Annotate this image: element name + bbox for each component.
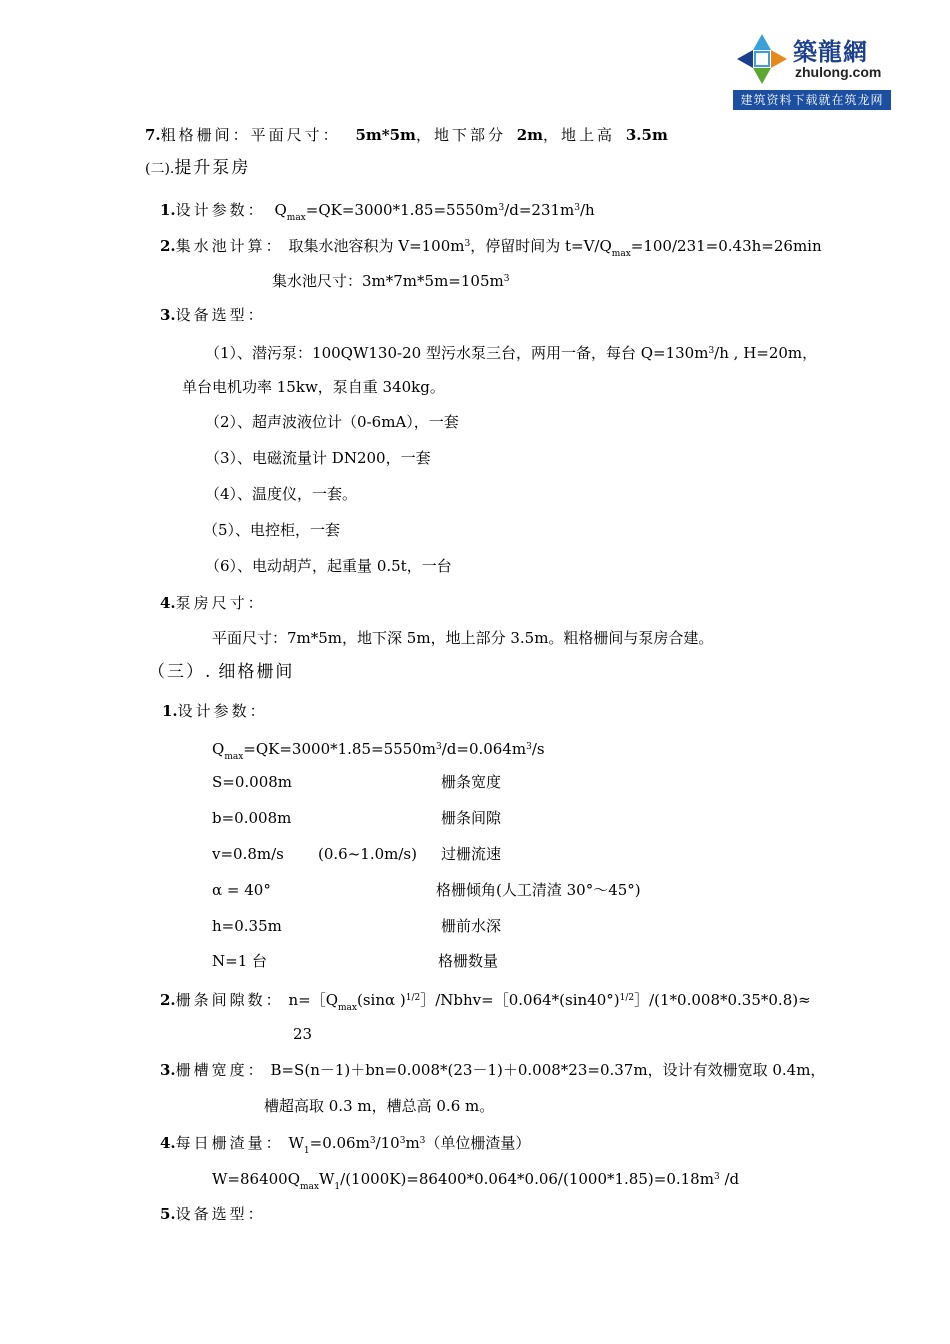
logo-name: 築龍網 [793,38,868,66]
item-7: 7.粗格栅间：平面尺寸： 5m*5m，地下部分 2m，地上高 3.5m [145,126,668,144]
s3-item-2: 2.栅条间隙数： $n=[Q_{max}(\sin\alpha$ )$^{1/2}]/Nbhv=[0.064*(\sin 40^\circ)^{1/2}]/(1*0.008*0.35*0.8)\approx$ [160,991,811,1013]
param-row-desc: 栅条宽度 [441,773,502,791]
logo-slogan: 建筑资料下载就在筑龙网 [733,90,891,110]
s2-item-4-body: 平面尺寸：7m*5m，地下深 5m，地上部分 3.5m。粗格栅间与泵房合建。 [212,629,714,647]
param-row-desc: 格栅倾角(人工清渣 30°～45°) [436,881,641,899]
param-row-desc: 格栅数量 [438,952,499,970]
param-row-value: v=0.8m/s [212,845,284,863]
equip-2: （2）、超声波液位计（0-6mA），一套 [205,413,459,431]
equip-1: （1）、潜污泵：100QW130-20 型污水泵三台，两用一备，每台 $Q=130m^3/h$ , H=20m， [205,344,818,362]
s3-item-3-cont: 槽超高取 0.3 m，槽总高 0.6 m。 [264,1097,495,1115]
param-row-range: (0.6~1.0m/s) [318,845,417,863]
param-row-value: S=0.008m [212,773,293,791]
zhulong-logo-mark-icon [735,32,789,86]
equip-6: （6）、电动胡芦，起重量 0.5t，一台 [205,557,452,575]
s2-item-3: 3.设备选型： [160,306,266,324]
s2-item-2-pool-size: 集水池尺寸：$3m*7m*5m=105m^3$ [272,272,510,290]
param-row-value: α = 40° [212,881,271,899]
s3-item-1: 1.设计参数： [162,702,268,720]
param-row-desc: 过栅流速 [441,845,502,863]
section-heading-2: (二).提升泵房 [145,158,251,178]
zhulong-logo [733,28,891,110]
section-heading-3: （三）. 细格栅间 [148,662,295,682]
param-row-value: N=1 台 [212,952,268,970]
equip-4: （4）、温度仪，一套。 [205,485,358,503]
s3-item-4: 4.每日栅渣量： $W_1=0.06m^3/10^3m^3$（单位栅渣量） [160,1134,531,1156]
s3-item-4-formula: $W=86400Q_{max}W_1/(1000K)=86400*0.064*0.06/(1000*1.85)=0.18m^3$ /d [212,1170,740,1192]
equip-3: （3）、电磁流量计 DN200，一套 [205,449,431,467]
param-row-desc: 栅前水深 [441,917,502,935]
s2-item-1: 1.设计参数： $Q_{max}=QK=3000*1.85=5550m^3/d=231m^3/h$ [160,201,595,223]
s3-item-5: 5.设备选型： [160,1205,266,1223]
param-row-desc: 栅条间隙 [441,809,502,827]
s2-item-4: 4.泵房尺寸： [160,594,266,612]
equip-5: （5）、电控柜，一套 [203,521,341,539]
s2-item-2: 2.集水池计算： 取集水池容积为 $V=100m^3$，停留时间为 $t=V/Q_{max}=100/231=0.43h=26\min$ [160,237,822,259]
equip-1-cont: 单台电机功率 15kw，泵自重 340kg。 [182,378,445,396]
logo-domain: zhulong.com [795,64,882,80]
param-qmax: $Q_{max}=QK=3000*1.85=5550m^3/d=0.064m^3/s$ [212,740,545,762]
s3-item-2-cont: 23 [293,1025,313,1043]
param-row-value: h=0.35m [212,917,282,935]
param-row-value: b=0.008m [212,809,292,827]
s3-item-3: 3.栅槽宽度： B=S(n－1)＋bn=0.008*(23－1)＋0.008*23=0.37m，设计有效栅宽取 0.4m， [160,1061,826,1079]
